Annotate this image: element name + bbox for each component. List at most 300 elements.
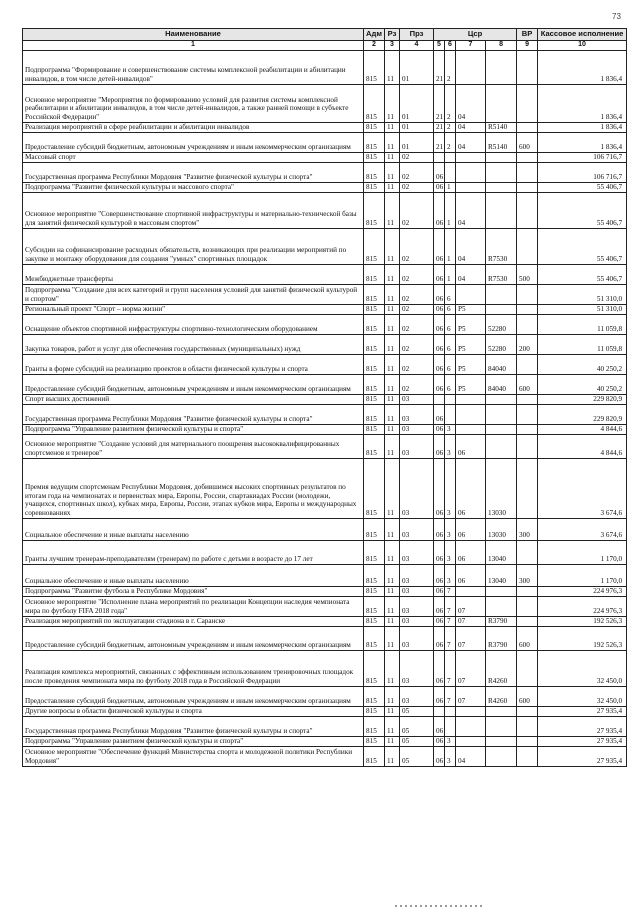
cell-csr-subprogram: 7 (445, 616, 456, 626)
cell-csr-subprogram: 3 (445, 458, 456, 518)
cell-csr-subprogram: 2 (445, 84, 456, 122)
cell-rz: 11 (385, 626, 400, 650)
table-row (23, 228, 627, 264)
cell-name: Основное мероприятие "Создание условий для материального поощрения высококвалифицированных спортсменов и тренеров" (23, 434, 364, 458)
cell-csr-program: 06 (434, 564, 445, 586)
cell-rz: 11 (385, 596, 400, 616)
cell-csr-program: 06 (434, 458, 445, 518)
cell-name: Предоставление субсидий бюджетным, автономным учреждениям и иным некоммерческим организациям (23, 374, 364, 394)
cell-csr-event (456, 152, 486, 162)
cell-vr (517, 394, 538, 404)
cell-sum: 55 406,7 (538, 182, 627, 192)
cell-name: Подпрограмма "Создание для всех категорий и групп населения условий для занятий физической культурой и спортом" (23, 284, 364, 304)
cell-csr-event: 07 (456, 596, 486, 616)
cell-csr-event: 04 (456, 228, 486, 264)
table-row (23, 304, 627, 314)
cell-sum: 32 450,0 (538, 650, 627, 686)
header-rz: Рз (385, 29, 400, 41)
cell-name: Подпрограмма "Формирование и совершенствование системы комплексной реабилитации и абилитации инвалидов, в том числе детей-инвалидов" (23, 50, 364, 84)
cell-vr (517, 736, 538, 746)
cell-csr-program: 06 (434, 404, 445, 424)
cell-prz: 02 (400, 192, 434, 228)
cell-vr (517, 746, 538, 766)
cell-csr-direction: 52280 (486, 334, 517, 354)
cell-csr-event: 06 (456, 434, 486, 458)
cell-csr-subprogram: 1 (445, 192, 456, 228)
cell-csr-direction: R5140 (486, 132, 517, 152)
cell-rz: 11 (385, 122, 400, 132)
cell-csr-event: 07 (456, 616, 486, 626)
cell-rz: 11 (385, 284, 400, 304)
cell-rz: 11 (385, 706, 400, 716)
cell-rz: 11 (385, 354, 400, 374)
cell-sum: 55 406,7 (538, 264, 627, 284)
cell-adm: 815 (364, 686, 385, 706)
cell-csr-event (456, 706, 486, 716)
cell-csr-direction: R3790 (486, 616, 517, 626)
cell-prz: 03 (400, 424, 434, 434)
cell-csr-event: P5 (456, 314, 486, 334)
cell-sum: 11 059,8 (538, 334, 627, 354)
cell-adm: 815 (364, 540, 385, 564)
cell-adm: 815 (364, 706, 385, 716)
cell-name: Другие вопросы в области физической культуры и спорта (23, 706, 364, 716)
table-row (23, 192, 627, 228)
cell-csr-event: 04 (456, 84, 486, 122)
cell-rz: 11 (385, 264, 400, 284)
cell-csr-program: 06 (434, 650, 445, 686)
cell-csr-event (456, 404, 486, 424)
cell-csr-direction: 84040 (486, 354, 517, 374)
cell-sum: 11 059,8 (538, 314, 627, 334)
cell-adm: 815 (364, 264, 385, 284)
header-name: Наименование (23, 29, 364, 41)
cell-name: Реализация комплекса мероприятий, связанных с эффективным использованием тренировочных площадок после проведения чемпионата мира по футболу 2018 года в Российской Федерации (23, 650, 364, 686)
cell-csr-event (456, 716, 486, 736)
cell-name: Предоставление субсидий бюджетным, автономным учреждениям и иным некоммерческим организациям (23, 686, 364, 706)
cell-name: Основное мероприятие "Обеспечение функций Министерства спорта и молодежной политики Республики Мордовия" (23, 746, 364, 766)
cell-name: Реализация мероприятий в сфере реабилитации и абилитации инвалидов (23, 122, 364, 132)
table-row (23, 122, 627, 132)
cell-csr-event (456, 182, 486, 192)
cell-adm: 815 (364, 192, 385, 228)
cell-csr-direction (486, 182, 517, 192)
cell-rz: 11 (385, 686, 400, 706)
cell-adm: 815 (364, 736, 385, 746)
cell-csr-subprogram: 6 (445, 354, 456, 374)
cell-name: Социальное обеспечение и иные выплаты населению (23, 564, 364, 586)
cell-csr-subprogram (445, 152, 456, 162)
cell-csr-direction (486, 84, 517, 122)
cell-csr-program: 06 (434, 424, 445, 434)
cell-csr-program: 06 (434, 540, 445, 564)
cell-prz: 03 (400, 394, 434, 404)
cell-rz: 11 (385, 162, 400, 182)
cell-csr-subprogram (445, 716, 456, 736)
cell-csr-subprogram: 3 (445, 736, 456, 746)
cell-csr-subprogram: 3 (445, 746, 456, 766)
cell-adm: 815 (364, 650, 385, 686)
cell-vr (517, 650, 538, 686)
cell-name: Государственная программа Республики Мордовия "Развитие физической культуры и спорта" (23, 162, 364, 182)
table-row (23, 182, 627, 192)
cell-csr-event (456, 736, 486, 746)
cell-name: Массовый спорт (23, 152, 364, 162)
cell-name: Государственная программа Республики Мордовия "Развитие физической культуры и спорта" (23, 716, 364, 736)
cell-vr: 600 (517, 132, 538, 152)
cell-csr-subprogram: 7 (445, 596, 456, 616)
table-row (23, 264, 627, 284)
cell-rz: 11 (385, 192, 400, 228)
cell-name: Оснащение объектов спортивной инфраструктуры спортивно-технологическим оборудованием (23, 314, 364, 334)
cell-csr-subprogram: 7 (445, 686, 456, 706)
cell-name: Предоставление субсидий бюджетным, автономным учреждениям и иным некоммерческим организациям (23, 626, 364, 650)
cell-csr-direction: 13030 (486, 458, 517, 518)
cell-rz: 11 (385, 716, 400, 736)
cell-rz: 11 (385, 304, 400, 314)
cell-vr (517, 434, 538, 458)
cell-csr-subprogram: 6 (445, 314, 456, 334)
cell-prz: 05 (400, 746, 434, 766)
cell-adm: 815 (364, 616, 385, 626)
cell-sum: 1 170,0 (538, 540, 627, 564)
column-number: 3 (385, 41, 400, 51)
cell-rz: 11 (385, 564, 400, 586)
cell-prz: 02 (400, 162, 434, 182)
cell-sum: 106 716,7 (538, 152, 627, 162)
cell-sum: 3 674,6 (538, 518, 627, 540)
header-csr: Цср (434, 29, 517, 41)
cell-sum: 55 406,7 (538, 228, 627, 264)
cell-csr-event: 07 (456, 686, 486, 706)
cell-rz: 11 (385, 404, 400, 424)
cell-adm: 815 (364, 626, 385, 650)
cell-adm: 815 (364, 458, 385, 518)
cell-csr-program: 21 (434, 122, 445, 132)
table-row (23, 736, 627, 746)
cell-csr-direction: R7530 (486, 228, 517, 264)
cell-prz: 03 (400, 586, 434, 596)
table-row (23, 84, 627, 122)
cell-csr-event: 04 (456, 264, 486, 284)
cell-csr-program: 06 (434, 736, 445, 746)
cell-prz: 01 (400, 132, 434, 152)
cell-name: Реализация мероприятий по эксплуатации стадиона в г. Саранске (23, 616, 364, 626)
cell-vr (517, 152, 538, 162)
cell-csr-program: 06 (434, 518, 445, 540)
cell-name: Закупка товаров, работ и услуг для обеспечения государственных (муниципальных) нужд (23, 334, 364, 354)
cell-sum: 1 836,4 (538, 132, 627, 152)
cell-prz: 03 (400, 540, 434, 564)
column-number: 8 (486, 41, 517, 51)
cell-sum: 229 820,9 (538, 394, 627, 404)
cell-sum: 51 310,0 (538, 304, 627, 314)
cell-sum: 192 526,3 (538, 616, 627, 626)
cell-sum: 1 836,4 (538, 84, 627, 122)
column-number: 7 (456, 41, 486, 51)
cell-csr-direction (486, 192, 517, 228)
cell-prz: 05 (400, 736, 434, 746)
cell-vr (517, 354, 538, 374)
cell-adm: 815 (364, 424, 385, 434)
cell-prz: 03 (400, 626, 434, 650)
cell-prz: 02 (400, 314, 434, 334)
cell-sum: 32 450,0 (538, 686, 627, 706)
cell-csr-direction (486, 596, 517, 616)
cell-csr-program: 06 (434, 334, 445, 354)
cell-csr-direction: R4260 (486, 650, 517, 686)
cell-csr-event: 04 (456, 132, 486, 152)
cell-vr (517, 284, 538, 304)
cell-csr-event: 04 (456, 746, 486, 766)
header-adm: Адм (364, 29, 385, 41)
cell-sum: 4 844,6 (538, 434, 627, 458)
cell-csr-subprogram: 6 (445, 374, 456, 394)
cell-csr-direction (486, 736, 517, 746)
cell-vr (517, 84, 538, 122)
cell-adm: 815 (364, 716, 385, 736)
cell-prz: 02 (400, 228, 434, 264)
cell-prz: 01 (400, 84, 434, 122)
cell-sum: 229 820,9 (538, 404, 627, 424)
cell-csr-subprogram: 1 (445, 182, 456, 192)
cell-adm: 815 (364, 50, 385, 84)
cell-sum: 106 716,7 (538, 162, 627, 182)
cell-csr-event (456, 284, 486, 304)
cell-csr-direction (486, 404, 517, 424)
cell-adm: 815 (364, 132, 385, 152)
cell-adm: 815 (364, 162, 385, 182)
cell-csr-subprogram (445, 394, 456, 404)
cell-csr-direction: 13040 (486, 564, 517, 586)
cell-rz: 11 (385, 736, 400, 746)
column-number: 6 (445, 41, 456, 51)
cell-csr-program: 06 (434, 374, 445, 394)
cell-name: Основное мероприятие "Мероприятия по формированию условий для развития системы комплексной реабилитации и абилитации инвалидов, в том числе детей-инвалидов, а также ранней помощи в субъекте Российской Федерации" (23, 84, 364, 122)
cell-csr-subprogram: 7 (445, 626, 456, 650)
cell-csr-direction (486, 706, 517, 716)
cell-adm: 815 (364, 404, 385, 424)
cell-csr-program: 06 (434, 596, 445, 616)
cell-csr-subprogram: 1 (445, 228, 456, 264)
table-row (23, 626, 627, 650)
cell-csr-direction (486, 152, 517, 162)
cell-rz: 11 (385, 434, 400, 458)
cell-sum: 40 250,2 (538, 374, 627, 394)
cell-rz: 11 (385, 540, 400, 564)
cell-csr-program (434, 394, 445, 404)
cell-vr (517, 228, 538, 264)
cell-adm: 815 (364, 182, 385, 192)
cell-csr-direction (486, 284, 517, 304)
cell-rz: 11 (385, 518, 400, 540)
cell-csr-event: 04 (456, 192, 486, 228)
cell-prz: 01 (400, 50, 434, 84)
cell-csr-program: 06 (434, 586, 445, 596)
cell-prz: 02 (400, 304, 434, 314)
cell-adm: 815 (364, 564, 385, 586)
cell-csr-event (456, 394, 486, 404)
cell-csr-subprogram: 2 (445, 132, 456, 152)
cell-prz: 02 (400, 182, 434, 192)
cell-csr-subprogram: 2 (445, 50, 456, 84)
table-row (23, 716, 627, 736)
cell-vr (517, 192, 538, 228)
cell-prz: 03 (400, 686, 434, 706)
cell-vr (517, 596, 538, 616)
cell-csr-direction: R4260 (486, 686, 517, 706)
cell-rz: 11 (385, 152, 400, 162)
cell-name: Субсидии на софинансирование расходных обязательств, возникающих при реализации мероприятий по закупке и монтажу оборудования для создания "умных" спортивных площадок (23, 228, 364, 264)
table-row (23, 374, 627, 394)
table-row (23, 706, 627, 716)
cell-csr-direction (486, 304, 517, 314)
cell-csr-subprogram: 3 (445, 564, 456, 586)
cell-csr-event: 06 (456, 564, 486, 586)
cell-vr: 600 (517, 626, 538, 650)
cell-csr-event: 06 (456, 518, 486, 540)
cell-csr-direction: 84040 (486, 374, 517, 394)
cell-prz: 02 (400, 334, 434, 354)
cell-csr-program: 06 (434, 284, 445, 304)
cell-prz: 03 (400, 564, 434, 586)
cell-csr-program: 06 (434, 626, 445, 650)
cell-csr-direction (486, 424, 517, 434)
cell-sum: 3 674,6 (538, 458, 627, 518)
header-row (23, 29, 627, 41)
cell-sum: 51 310,0 (538, 284, 627, 304)
cell-csr-subprogram: 1 (445, 264, 456, 284)
cell-sum: 27 935,4 (538, 746, 627, 766)
cell-csr-subprogram: 2 (445, 122, 456, 132)
cell-csr-event: 06 (456, 458, 486, 518)
cell-csr-subprogram (445, 706, 456, 716)
cell-sum: 1 170,0 (538, 564, 627, 586)
cell-vr (517, 314, 538, 334)
cell-prz: 02 (400, 374, 434, 394)
cell-csr-direction (486, 746, 517, 766)
cell-name: Межбюджетные трансферты (23, 264, 364, 284)
cell-csr-event: P5 (456, 354, 486, 374)
table-row (23, 354, 627, 374)
cell-vr: 300 (517, 564, 538, 586)
table-row (23, 434, 627, 458)
cell-vr (517, 182, 538, 192)
cell-name: Гранты лучшим тренерам-преподавателям (тренерам) по работе с детьми в возрасте до 17 лет (23, 540, 364, 564)
table-row (23, 314, 627, 334)
cell-rz: 11 (385, 586, 400, 596)
cell-adm: 815 (364, 596, 385, 616)
column-number: 4 (400, 41, 434, 51)
cell-rz: 11 (385, 182, 400, 192)
cell-csr-subprogram (445, 162, 456, 182)
cell-csr-direction (486, 162, 517, 182)
cell-sum: 40 250,2 (538, 354, 627, 374)
cell-prz: 03 (400, 650, 434, 686)
table-row (23, 334, 627, 354)
table-row (23, 596, 627, 616)
column-number-row (23, 41, 627, 51)
cell-csr-subprogram: 6 (445, 304, 456, 314)
header-vr: ВР (517, 29, 538, 41)
cell-sum: 192 526,3 (538, 626, 627, 650)
column-number: 1 (23, 41, 364, 51)
table-row (23, 518, 627, 540)
scan-artifact (395, 905, 485, 907)
cell-csr-subprogram: 6 (445, 334, 456, 354)
cell-vr (517, 458, 538, 518)
cell-adm: 815 (364, 434, 385, 458)
cell-csr-program: 06 (434, 746, 445, 766)
cell-name: Подпрограмма "Управление развитием физической культуры и спорта" (23, 736, 364, 746)
cell-name: Подпрограмма "Развитие физической культуры и массового спорта" (23, 182, 364, 192)
table-row (23, 394, 627, 404)
cell-prz: 01 (400, 122, 434, 132)
cell-csr-program: 06 (434, 686, 445, 706)
cell-sum: 224 976,3 (538, 586, 627, 596)
table-row (23, 152, 627, 162)
cell-prz: 03 (400, 616, 434, 626)
cell-vr (517, 424, 538, 434)
cell-sum: 55 406,7 (538, 192, 627, 228)
cell-prz: 03 (400, 518, 434, 540)
cell-prz: 02 (400, 354, 434, 374)
cell-vr: 600 (517, 374, 538, 394)
cell-adm: 815 (364, 228, 385, 264)
cell-csr-direction (486, 394, 517, 404)
cell-csr-program: 06 (434, 314, 445, 334)
cell-csr-program: 06 (434, 192, 445, 228)
cell-rz: 11 (385, 132, 400, 152)
cell-prz: 02 (400, 152, 434, 162)
cell-prz: 03 (400, 404, 434, 424)
cell-name: Подпрограмма "Развитие футбола в Республике Мордовия" (23, 586, 364, 596)
cell-rz: 11 (385, 84, 400, 122)
cell-csr-direction (486, 434, 517, 458)
header-prz: Прз (400, 29, 434, 41)
cell-rz: 11 (385, 374, 400, 394)
cell-vr (517, 404, 538, 424)
cell-prz: 02 (400, 264, 434, 284)
table-row (23, 284, 627, 304)
table-row (23, 132, 627, 152)
cell-csr-program: 06 (434, 162, 445, 182)
cell-csr-program: 06 (434, 434, 445, 458)
table-row (23, 540, 627, 564)
cell-csr-direction: 13040 (486, 540, 517, 564)
page-number: 73 (612, 12, 621, 21)
cell-adm: 815 (364, 518, 385, 540)
cell-vr: 300 (517, 518, 538, 540)
cell-sum: 27 935,4 (538, 736, 627, 746)
cell-csr-subprogram: 3 (445, 518, 456, 540)
cell-name: Предоставление субсидий бюджетным, автономным учреждениям и иным некоммерческим организациям (23, 132, 364, 152)
cell-csr-direction (486, 586, 517, 596)
cell-vr (517, 586, 538, 596)
cell-csr-subprogram: 3 (445, 434, 456, 458)
cell-adm: 815 (364, 304, 385, 314)
cell-name: Премия ведущим спортсменам Республики Мордовия, добившимся высоких спортивных результатов по итогам года на чемпионатах и первенствах мира, Европы, России, спартакиадах России (молодежи, учащихся, спортивных школ), кубках мира, Европы, России, этапах кубков мира, Европы и международных соревнованиях (23, 458, 364, 518)
cell-prz: 02 (400, 284, 434, 304)
cell-sum: 27 935,4 (538, 716, 627, 736)
cell-adm: 815 (364, 314, 385, 334)
cell-csr-subprogram: 7 (445, 650, 456, 686)
cell-prz: 03 (400, 596, 434, 616)
cell-prz: 03 (400, 458, 434, 518)
cell-prz: 05 (400, 706, 434, 716)
cell-rz: 11 (385, 746, 400, 766)
cell-csr-program (434, 152, 445, 162)
